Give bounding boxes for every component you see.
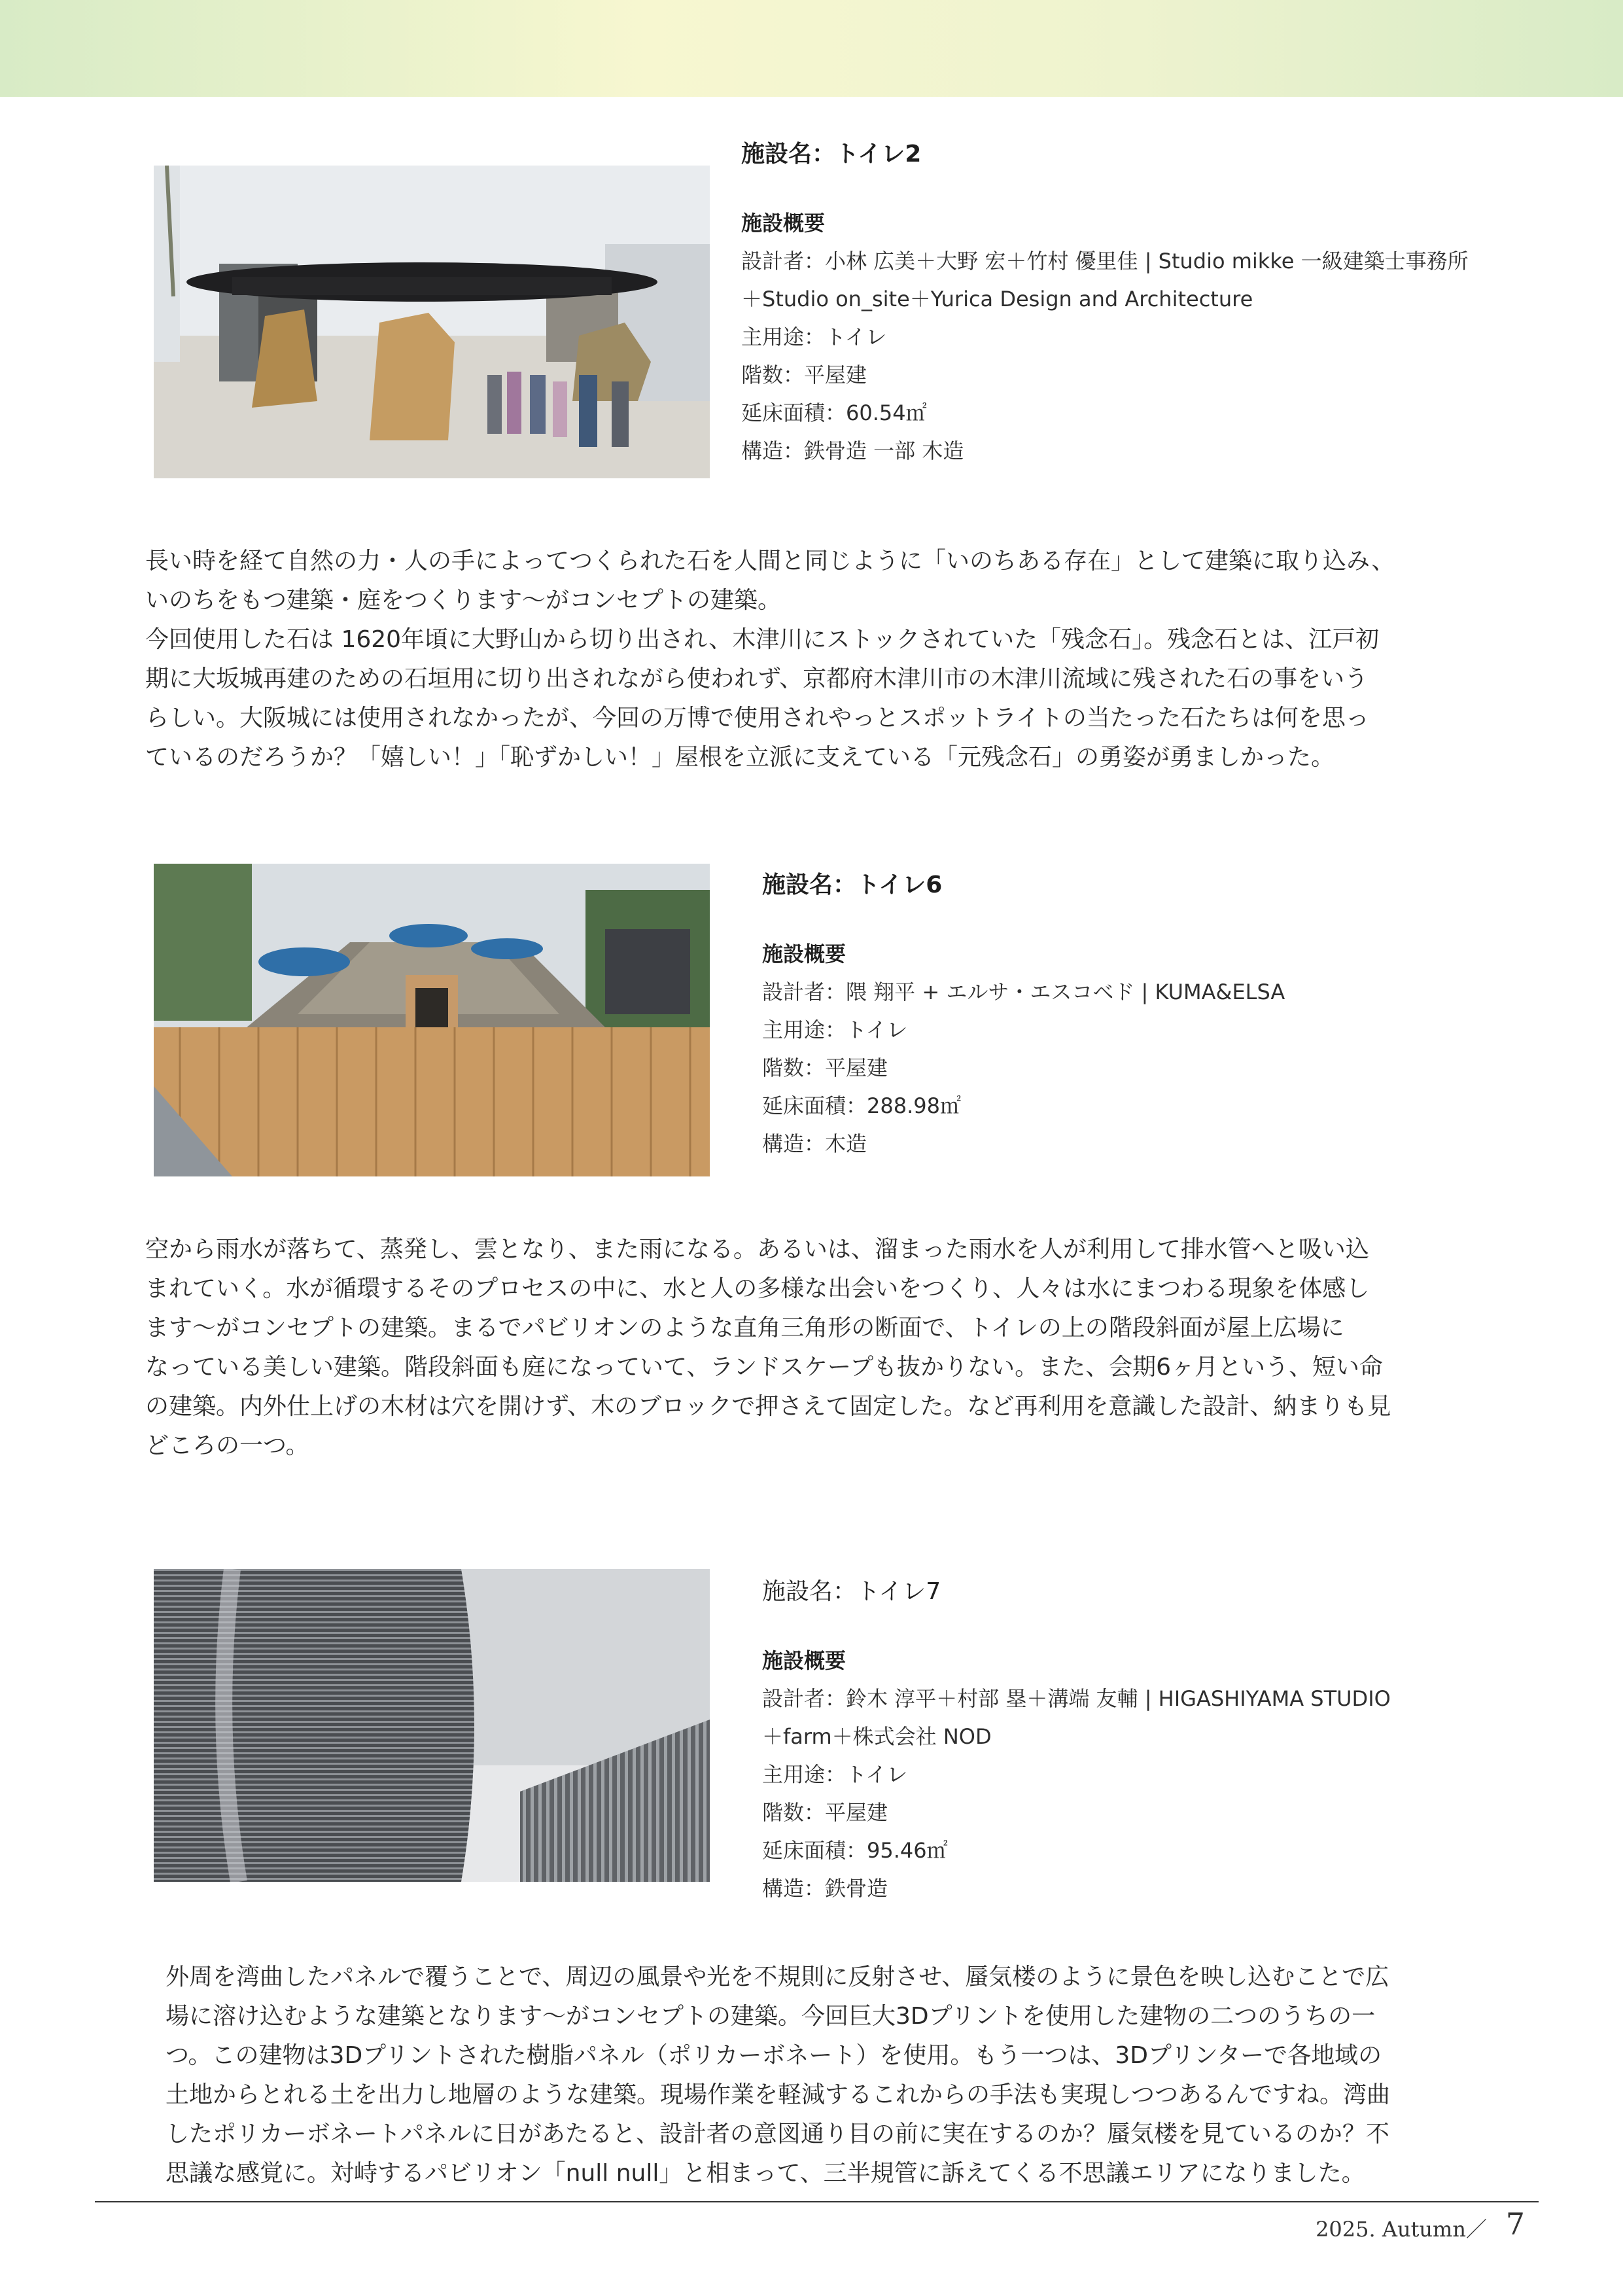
main-use: 主用途：トイレ xyxy=(762,1761,908,1787)
toilet6-description xyxy=(145,1230,1391,1466)
floor-area: 延床面積：60.54㎡ xyxy=(741,400,927,425)
paragraph-line: いのちをもつ建築・庭をつくります～がコンセプトの建築。 xyxy=(145,587,782,614)
paragraph-line: ます～がコンセプトの建築。まるでパビリオンのような直角三角形の断面で、トイレの上の階段斜面が屋上広場に xyxy=(145,1315,1344,1341)
overview-label: 施設概要 xyxy=(741,210,826,236)
designer-line-cont: ＋Studio on_site＋Yurica Design and Architecture xyxy=(741,286,1253,311)
overview-label: 施設概要 xyxy=(762,941,846,966)
designer-line: 設計者：隈 翔平 + エルサ・エスコベド | KUMA&ELSA xyxy=(762,979,1285,1004)
designer-line-cont: ＋farm＋株式会社 NOD xyxy=(762,1723,992,1749)
structure: 構造：木造 xyxy=(762,1131,867,1156)
main-use: 主用途：トイレ xyxy=(741,324,887,349)
floors: 階数：平屋建 xyxy=(762,1055,888,1080)
paragraph-line: 期に大坂城再建のための石垣用に切り出されながら使われず、京都府木津川市の木津川流域に残された石の事をいう xyxy=(145,665,1369,692)
header-gradient-band xyxy=(0,0,1623,97)
facility-title: 施設名：トイレ2 xyxy=(741,141,922,168)
designer-line: 設計者：鈴木 淳平＋村部 塁＋溝端 友輔 | HIGASHIYAMA STUDIO xyxy=(762,1686,1391,1711)
floors: 階数：平屋建 xyxy=(741,362,867,387)
paragraph-line: ているのだろうか？「嬉しい！」「恥ずかしい！」屋根を立派に支えている「元残念石」の勇姿が勇ましかった。 xyxy=(145,744,1335,771)
page-number: 7 xyxy=(1505,2206,1525,2242)
paragraph-line: らしい。大阪城には使用されなかったが、今回の万博で使用されやっとスポットライトの当たった石たちは何を思っ xyxy=(145,705,1369,732)
paragraph-line: なっている美しい建築。階段斜面も庭になっていて、ランドスケープも抜かりない。また、会期6ヶ月という、短い命 xyxy=(145,1354,1384,1381)
floor-area: 延床面積：95.46㎡ xyxy=(762,1837,948,1863)
paragraph-line: したポリカーボネートパネルに日があたると、設計者の意図通り目の前に実在するのか？蜃気楼を見ているのか？不 xyxy=(166,2121,1389,2147)
structure: 構造：鉄骨造 一部 木造 xyxy=(741,438,964,463)
designer-line: 設計者：小林 広美＋大野 宏＋竹村 優里佳 | Studio mikke 一級建築士事務所 xyxy=(741,248,1469,274)
toilet6-photo xyxy=(154,864,710,1176)
floor-area: 延床面積：288.98㎡ xyxy=(762,1093,961,1118)
facility-title: 施設名：トイレ7 xyxy=(762,1578,941,1605)
footer-divider xyxy=(95,2201,1539,2202)
toilet6-info xyxy=(762,870,1285,1163)
paragraph-line: 場に溶け込むような建築となります～がコンセプトの建築。今回巨大3Dプリントを使用した建物の二つのうちの一 xyxy=(166,2003,1376,2030)
overview-label: 施設概要 xyxy=(762,1648,846,1673)
paragraph-line: 今回使用した石は 1620年頃に大野山から切り出され、木津川にストックされていた「残念石」。残念石とは、江戸初 xyxy=(145,626,1380,653)
floors: 階数：平屋建 xyxy=(762,1799,888,1825)
toilet7-info xyxy=(762,1577,1391,1907)
toilet2-description xyxy=(145,542,1395,777)
paragraph-line: どころの一つ。 xyxy=(145,1432,309,1459)
paragraph-line: 外周を湾曲したパネルで覆うことで、周辺の風景や光を不規則に反射させ、蜃気楼のように景色を映し込むことで広 xyxy=(166,1964,1389,1990)
facility-title: 施設名：トイレ6 xyxy=(762,872,943,898)
paragraph-line: 空から雨水が落ちて、蒸発し、雲となり、また雨になる。あるいは、溜まった雨水を人が利用して排水管へと吸い込 xyxy=(145,1236,1369,1263)
paragraph-line: まれていく。水が循環するそのプロセスの中に、水と人の多様な出会いをつくり、人々は水にまつわる現象を体感し xyxy=(145,1275,1370,1302)
structure: 構造：鉄骨造 xyxy=(762,1875,888,1901)
toilet2-photo xyxy=(154,166,710,478)
paragraph-line: 土地からとれる土を出力し地層のような建築。現場作業を軽減するこれからの手法も実現しつつあるんですね。湾曲 xyxy=(166,2081,1391,2108)
footer-issue: 2025. Autumn／ xyxy=(1316,2217,1487,2242)
paragraph-line: 思議な感覚に。対峙するパビリオン「null null」と相まって、三半規管に訴えてくる不思議エリアになりました。 xyxy=(166,2160,1365,2187)
main-use: 主用途：トイレ xyxy=(762,1017,908,1042)
paragraph-line: つ。この建物は3Dプリントされた樹脂パネル（ポリカーボネート）を使用。もう一つは、3Dプリンターで各地域の xyxy=(166,2042,1382,2069)
paragraph-line: 長い時を経て自然の力・人の手によってつくられた石を人間と同じように「いのちある存在」として建築に取り込み、 xyxy=(145,548,1395,574)
paragraph-line: の建築。内外仕上げの木材は穴を開けず、木のブロックで押さえて固定した。など再利用を意識した設計、納まりも見 xyxy=(145,1393,1391,1420)
toilet7-description xyxy=(166,1958,1390,2193)
toilet2-info xyxy=(741,139,1469,470)
toilet7-photo xyxy=(154,1569,710,1882)
